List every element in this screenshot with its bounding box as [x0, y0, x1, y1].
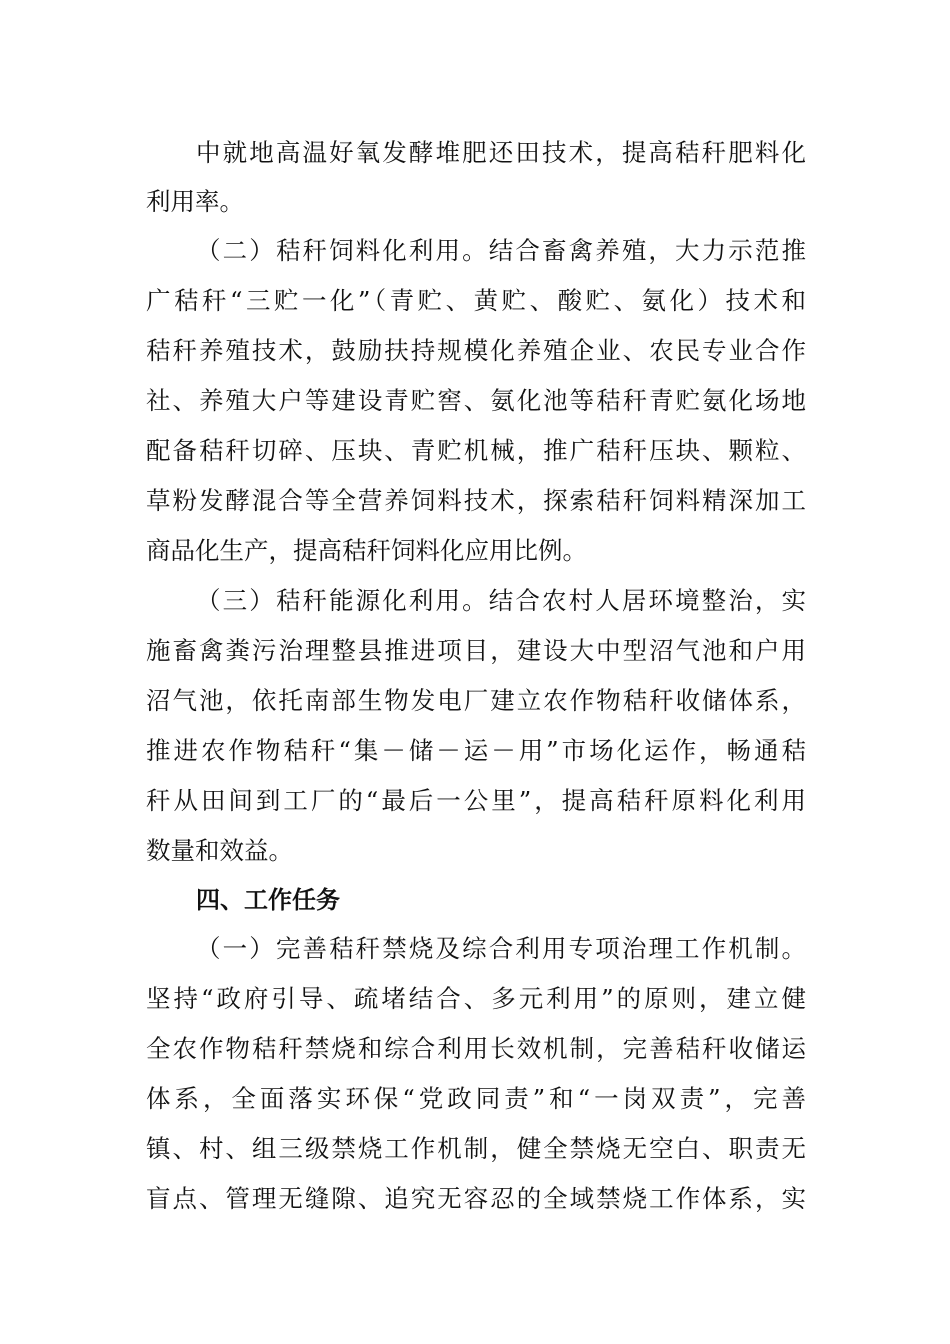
paragraph-line: 盲点、管理无缝隙、追究无容忍的全域禁烧工作体系，实 [146, 1184, 806, 1213]
paragraph-line: 镇、村、组三级禁烧工作机制，健全禁烧无空白、职责无 [146, 1134, 806, 1163]
section-heading: 四、工作任务 [196, 886, 340, 914]
paragraph-line: 社、养殖大户等建设青贮窖、氨化池等秸秆青贮氨化场地 [146, 386, 806, 415]
paragraph-line: 秸秆养殖技术，鼓励扶持规模化养殖企业、农民专业合作 [146, 336, 806, 365]
paragraph-line: 施畜禽粪污治理整县推进项目，建设大中型沼气池和户用 [146, 636, 806, 665]
paragraph-line: （一）完善秸秆禁烧及综合利用专项治理工作机制。 [196, 934, 806, 963]
paragraph-line: 秆从田间到工厂的“最后一公里”，提高秸秆原料化利用 [146, 786, 806, 815]
paragraph-line: 全农作物秸秆禁烧和综合利用长效机制，完善秸秆收储运 [146, 1034, 806, 1063]
paragraph-line: 配备秸秆切碎、压块、青贮机械，推广秸秆压块、颗粒、 [146, 436, 806, 465]
paragraph-line: 推进农作物秸秆“集－储－运－用”市场化运作，畅通秸 [146, 736, 806, 765]
paragraph-line: （二）秸秆饲料化利用。结合畜禽养殖，大力示范推 [196, 236, 806, 265]
paragraph-line: 数量和效益。 [146, 836, 293, 865]
paragraph-line: （三）秸秆能源化利用。结合农村人居环境整治，实 [196, 586, 806, 615]
paragraph-line: 商品化生产，提高秸秆饲料化应用比例。 [146, 536, 587, 565]
paragraph-line: 草粉发酵混合等全营养饲料技术，探索秸秆饲料精深加工 [146, 486, 806, 515]
paragraph-line: 广秸秆“三贮一化”（青贮、黄贮、酸贮、氨化）技术和 [146, 286, 806, 315]
paragraph-line: 体系，全面落实环保“党政同责”和“一岗双责”，完善 [146, 1084, 806, 1113]
paragraph-line: 利用率。 [146, 187, 244, 216]
paragraph-line: 中就地高温好氧发酵堆肥还田技术，提高秸秆肥料化 [196, 138, 806, 167]
paragraph-line: 沼气池，依托南部生物发电厂建立农作物秸秆收储体系， [146, 686, 806, 715]
paragraph-line: 坚持“政府引导、疏堵结合、多元利用”的原则，建立健 [146, 984, 806, 1013]
